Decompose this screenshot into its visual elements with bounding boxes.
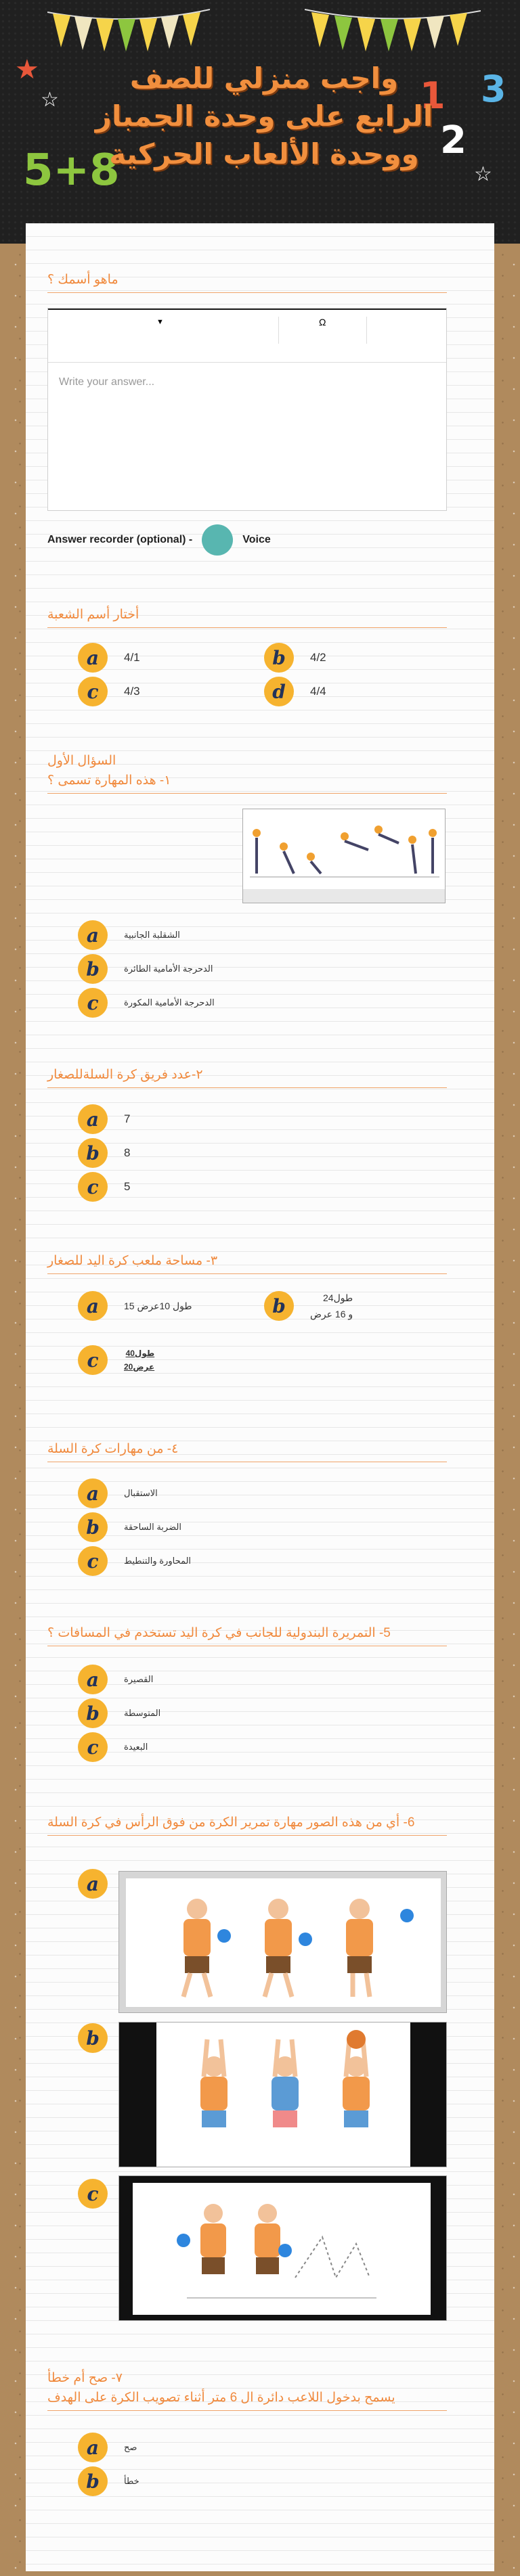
option-label-line: طول40 (125, 1349, 155, 1358)
editor-toolbar[interactable] (48, 309, 446, 363)
question-title: ١- هذه المهارة تسمى ؟ (47, 771, 447, 794)
question-title: ٤- من مهارات كرة السلة (47, 1440, 447, 1462)
option-label: 7 (124, 1112, 131, 1125)
option-badge: d (264, 677, 294, 706)
question-heading: السؤال الأول (47, 754, 116, 768)
question-title: 5- التمريرة البندولية للجانب في كرة اليد تستخدم في المسافات ؟ (47, 1624, 447, 1646)
option-c[interactable] (78, 1732, 148, 1762)
option-b[interactable] (78, 2466, 139, 2496)
option-badge: b (264, 1291, 294, 1321)
omega-icon[interactable]: Ω (319, 317, 326, 327)
option-label: الشقلبة الجانبية (124, 930, 180, 940)
option-c[interactable] (78, 1546, 191, 1576)
question-4 (47, 1440, 447, 1462)
option-badge: c (78, 1546, 108, 1576)
question-title: أختار أسم الشعبة (47, 606, 447, 628)
dropdown-caret-icon[interactable]: ▼ (156, 318, 164, 326)
option-label: البعيدة (124, 1742, 148, 1752)
question-2 (47, 1066, 447, 1088)
option-badge: b (78, 1138, 108, 1168)
option-a[interactable] (78, 1869, 108, 1899)
deco-number-three: 3 (481, 68, 506, 110)
question-title: ٣- مساحة ملعب كرة اليد للصغار (47, 1252, 447, 1274)
voice-record-button[interactable] (202, 524, 233, 556)
option-badge: a (78, 2433, 108, 2462)
option-image-c[interactable] (118, 2175, 447, 2321)
option-label-line: و 16 عرض (310, 1309, 353, 1319)
bunting-right (305, 7, 481, 54)
option-badge: c (78, 988, 108, 1018)
option-badge: b (78, 2466, 108, 2496)
option-badge: c (78, 1732, 108, 1762)
question-image-roll (242, 809, 446, 903)
option-badge: b (264, 643, 294, 673)
question-heading: ٧- صح أم خطأ (47, 2371, 123, 2385)
option-label: خطأ (124, 2476, 139, 2486)
option-badge: a (78, 920, 108, 950)
option-badge: c (78, 1172, 108, 1202)
option-image-a[interactable] (118, 1871, 447, 2013)
option-a[interactable] (78, 2433, 137, 2462)
star-outline-icon: ☆ (474, 162, 492, 186)
option-label-line: طول24 (323, 1292, 353, 1303)
recorder-label: Answer recorder (optional) - (47, 534, 193, 545)
option-label: المتوسطة (124, 1708, 161, 1718)
option-image-b[interactable] (118, 2022, 447, 2167)
option-a[interactable] (78, 1478, 158, 1508)
toolbar-divider (366, 317, 367, 344)
page-title (74, 60, 454, 173)
deco-number-two: 2 (440, 118, 467, 162)
star-icon: ★ (15, 54, 39, 85)
option-c[interactable] (78, 1172, 130, 1202)
question-5 (47, 1624, 447, 1646)
option-label: القصيرة (124, 1674, 154, 1684)
deco-number-one: 1 (420, 74, 446, 117)
toolbar-divider (278, 317, 279, 344)
question-3 (47, 1252, 447, 1274)
option-c[interactable] (78, 677, 140, 706)
option-label: صح (124, 2442, 137, 2452)
option-badge: b (78, 1698, 108, 1728)
option-label: الضربة الساحقة (124, 1522, 181, 1532)
voice-label: Voice (242, 534, 271, 545)
question-title: ٢-عدد فريق كرة السلةللصغار (47, 1066, 447, 1088)
option-label (310, 1290, 353, 1322)
option-c[interactable] (78, 988, 215, 1018)
option-label: الاستقبال (124, 1488, 158, 1498)
option-b[interactable] (78, 1138, 130, 1168)
option-label (124, 1347, 154, 1374)
option-badge: a (78, 1291, 108, 1321)
option-badge: c (78, 1345, 108, 1375)
option-badge: a (78, 1869, 108, 1899)
star-outline-icon: ☆ (41, 88, 59, 112)
option-label: طول 10عرض 15 (124, 1300, 192, 1311)
option-d[interactable] (264, 677, 326, 706)
option-badge: c (78, 2179, 108, 2209)
deco-math: 5+8 (23, 145, 120, 196)
question-7 (47, 2368, 447, 2411)
option-label: 4/1 (124, 651, 140, 664)
option-label: 4/2 (310, 651, 326, 664)
option-a[interactable] (78, 1665, 153, 1694)
option-label: الدحرجة الأمامية المكورة (124, 997, 215, 1008)
option-badge: c (78, 677, 108, 706)
option-b[interactable] (78, 2023, 108, 2053)
option-b[interactable] (78, 1512, 181, 1542)
option-label: 4/3 (124, 685, 140, 698)
option-a[interactable] (78, 920, 180, 950)
header-banner (0, 0, 520, 244)
title-line: واجب منزلي للصف (129, 62, 399, 95)
option-b[interactable] (264, 1291, 353, 1321)
answer-editor[interactable] (47, 308, 447, 511)
answer-placeholder[interactable]: Write your answer... (59, 376, 155, 388)
question-title: ماهو أسمك ؟ (47, 271, 447, 293)
question-title: 6- أي من هذه الصور مهارة تمرير الكرة من فوق الرأس في كرة السلة (47, 1813, 447, 1836)
option-label: الدحرجة الأمامية الطائرة (124, 964, 213, 974)
option-a[interactable] (78, 1104, 130, 1134)
option-label: المحاورة والتنطيط (124, 1556, 192, 1566)
option-label: 5 (124, 1180, 131, 1193)
option-c[interactable] (78, 1345, 154, 1375)
option-label: 4/4 (310, 685, 326, 698)
question-1 (47, 751, 447, 794)
option-badge: b (78, 2023, 108, 2053)
option-badge: a (78, 1665, 108, 1694)
option-badge: b (78, 1512, 108, 1542)
option-b[interactable] (264, 643, 326, 673)
option-label: 8 (124, 1146, 131, 1159)
option-label-line: عرض20 (124, 1362, 155, 1372)
option-a[interactable] (78, 643, 140, 673)
title-line: الرابع على وحدة الجمباز (95, 99, 433, 133)
option-badge: a (78, 643, 108, 673)
option-c[interactable] (78, 2179, 108, 2209)
option-b[interactable] (78, 954, 213, 984)
title-line: ووحدة الألعاب الحركية (109, 137, 419, 171)
answer-recorder (47, 524, 271, 556)
option-badge: b (78, 954, 108, 984)
option-a[interactable] (78, 1291, 192, 1321)
question-title: يسمح بدخول اللاعب دائرة ال 6 متر أثناء تصويب الكرة على الهدف (47, 2389, 447, 2411)
option-b[interactable] (78, 1698, 160, 1728)
option-badge: a (78, 1104, 108, 1134)
question-6 (47, 1813, 447, 1836)
option-badge: a (78, 1478, 108, 1508)
question-name (47, 271, 447, 293)
bunting-left (47, 7, 210, 54)
question-class (47, 606, 447, 628)
